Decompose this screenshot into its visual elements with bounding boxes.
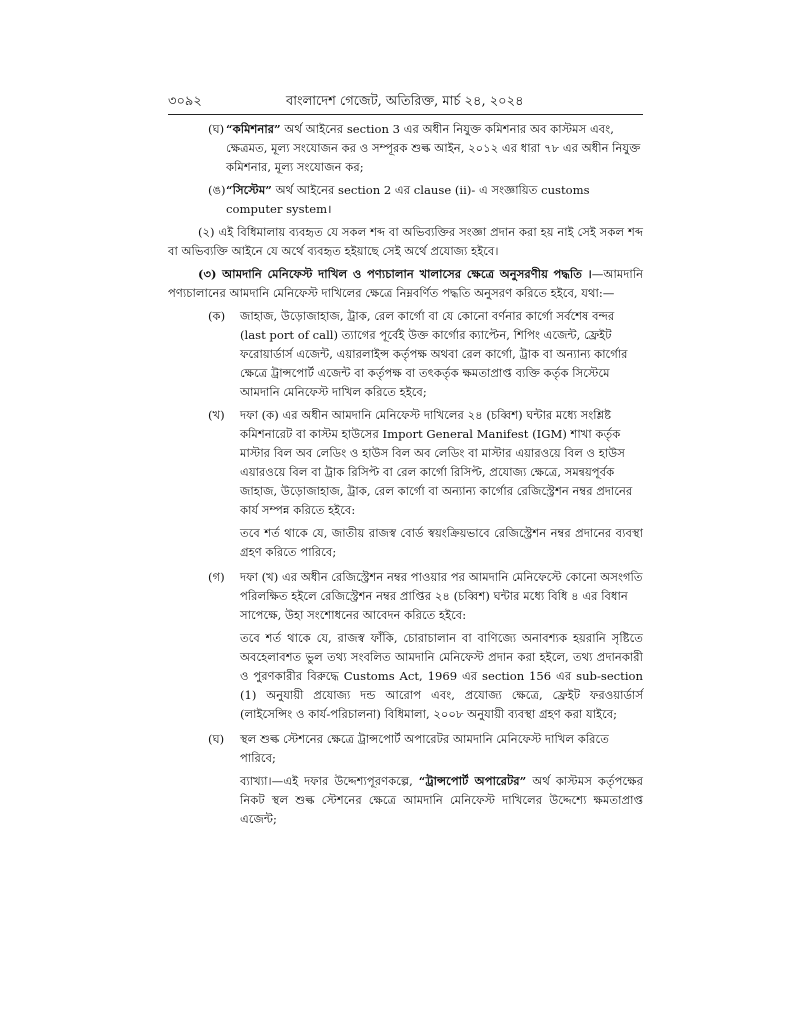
page-header: [168, 88, 643, 110]
page-number: ৩০৯২: [168, 94, 202, 109]
clause-text: জাহাজ, উড়োজাহাজ, ট্রাক, রেল কার্গো বা যে কোনো বর্ণনার কার্গো সর্বশেষ বন্দর (last port of call) ত্যাগের পূর্বেই উক্ত কার্গোর ক্যাপ্টেন, শিপিং এজেন্ট, ফ্রেইট ফরোয়ার্ডার্স এজেন্ট, এয়ারলাইন্স কর্তৃপক্ষ অথবা রেল কার্গো, ট্রাক বা অন্যান্য কার্গোর ক্ষেত্রে ট্রান্সপোর্ট এজেন্ট বা কর্তৃপক্ষ বা তৎকর্তৃক ক্ষমতাপ্রাপ্ত ব্যক্তি কর্তৃক সিস্টেমে আমদানি মেনিফেস্ট দাখিল করিতে হইবে;: [240, 309, 628, 399]
explanation-term: “ট্রান্সপোর্ট অপারেটর”: [418, 774, 527, 788]
clause-text: দফা (খ) এর অধীন রেজিস্ট্রেশন নম্বর পাওয়ার পর আমদানি মেনিফেস্টে কোনো অসংগতি পরিলক্ষিত হইলে রেজিস্ট্রেশন নম্বর প্রাপ্তির ২৪ (চব্বিশ) ঘন্টার মধ্যে বিধি ৪ এর বিধান সাপেক্ষে, উহা সংশোধনের আবেদন করিতে হইবে:: [240, 570, 643, 622]
explanation-gha: [168, 772, 643, 829]
definition-text: অর্থ আইনের section 3 এর অধীন নিযুক্ত কমিশনার অব কাস্টমস এবং, ক্ষেত্রমত, মূল্য সংযোজন কর ও সম্পূরক শুল্ক আইন, ২০১২ এর ধারা ৭৮ এর অধীন নিযুক্ত কমিশনার, মূল্য সংযোজন কর;: [226, 122, 641, 174]
clause-text: দফা (ক) এর অধীন আমদানি মেনিফেস্ট দাখিলের ২৪ (চব্বিশ) ঘন্টার মধ্যে সংশ্লিষ্ট কমিশনারেট বা কাস্টম হাউসের Import General Manifest (IGM) শাখা কর্তৃক মাস্টার বিল অব লেডিং ও হাউস বিল অব লেডিং বা মাস্টার এয়ারওয়ে বিল ও হাউস এয়ারওয়ে বিল বা ট্রাক রিসিপ্ট বা রেল কার্গো রিসিপ্ট, প্রযোজ্য ক্ষেত্রে, সমন্বয়পূর্বক জাহাজ, উড়োজাহাজ, ট্রাক, রেল কার্গো বা অন্যান্য কার্গোর রেজিস্ট্রেশন নম্বর প্রদানের কার্য সম্পন্ন করিতে হইবে:: [240, 408, 633, 517]
document-body: [168, 120, 643, 835]
clause-marker: (ক): [208, 309, 226, 323]
defined-term: “সিস্টেম”: [226, 183, 272, 197]
subrule-text: —আমদানি পণ্যচালানের আমদানি মেনিফেস্ট দাখিলের ক্ষেত্রে নিম্নবর্ণিত পদ্ধতি অনুসরণ করিতে হইবে, যথা:—: [168, 267, 643, 300]
clause-gha: [168, 730, 643, 768]
proviso-ga: তবে শর্ত থাকে যে, রাজস্ব ফাঁকি, চোরাচালান বা বাণিজ্যে অনাবশ্যক হয়রানি সৃষ্টিতে অবহেলাবশত ভুল তথ্য সংবলিত আমদানি মেনিফেস্ট প্রদান করা হইলে, তথ্য প্রদানকারী ও পুরণকারীর বিরুদ্ধে Customs Act, 1969 এর section 156 এর sub-section (1) অনুযায়ী প্রযোজ্য দন্ড আরোপ এবং, প্রযোজ্য ক্ষেত্রে, ফ্রেইট ফরওয়ার্ডার্স (লাইসেন্সিং ও কার্য-পরিচালনা) বিধিমালা, ২০০৮ অনুযায়ী ব্যবস্থা গ্রহণ করা যাইবে;: [240, 631, 643, 721]
clause-marker: (ঘ): [208, 122, 225, 136]
header-rule: [168, 114, 643, 115]
clause-ka: [168, 307, 643, 402]
clause-marker: (ঘ): [208, 732, 225, 746]
explanation-label: ব্যাখ্যা।: [240, 774, 272, 788]
gazette-title: বাংলাদেশ গেজেট, অতিরিক্ত, মার্চ ২৪, ২০২৪: [286, 94, 524, 109]
clause-text: স্থল শুল্ক স্টেশনের ক্ষেত্রে ট্রান্সপোর্ট অপারেটর আমদানি মেনিফেস্ট দাখিল করিতে পারিবে;: [240, 732, 609, 765]
definition-text: অর্থ আইনের section 2 এর clause (ii)- এ সংজ্ঞায়িত customs computer system।: [226, 183, 590, 216]
definition-commissioner: [168, 120, 643, 177]
subrule-3: [168, 265, 643, 303]
clause-marker: (ঙ): [208, 183, 226, 197]
clause-marker: (গ): [208, 570, 225, 584]
clause-kha: [168, 406, 643, 520]
explanation-pre: —এই দফার উদ্দেশ্যপূরণকল্পে,: [271, 774, 419, 788]
defined-term: “কমিশনার”: [226, 122, 281, 136]
subrule-heading: (৩) আমদানি মেনিফেস্ট দাখিল ও পণ্যচালান খালাসের ক্ষেত্রে অনুসরণীয় পদ্ধতি ।: [198, 267, 592, 281]
proviso-kha: তবে শর্ত থাকে যে, জাতীয় রাজস্ব বোর্ড স্বয়ংক্রিয়ভাবে রেজিস্ট্রেশন নম্বর প্রদানের ব্যবস্থা গ্রহণ করিতে পারিবে;: [240, 526, 643, 559]
clause-ga: [168, 568, 643, 625]
clause-marker: (খ): [208, 408, 225, 422]
definition-system: [168, 181, 643, 219]
subrule-2: (২) এই বিধিমালায় ব্যবহৃত যে সকল শব্দ বা অভিব্যক্তির সংজ্ঞা প্রদান করা হয় নাই সেই সকল শব্দ বা অভিব্যক্তি আইনে যে অর্থে ব্যবহৃত হইয়াছে সেই অর্থে প্রযোজ্য হইবে।: [168, 225, 643, 258]
explanation-post: অর্থ কাস্টমস কর্তৃপক্ষের নিকট স্থল শুল্ক স্টেশনের ক্ষেত্রে আমদানি মেনিফেস্ট দাখিলের উদ্দেশ্যে ক্ষমতাপ্রাপ্ত এজেন্ট;: [240, 774, 643, 826]
